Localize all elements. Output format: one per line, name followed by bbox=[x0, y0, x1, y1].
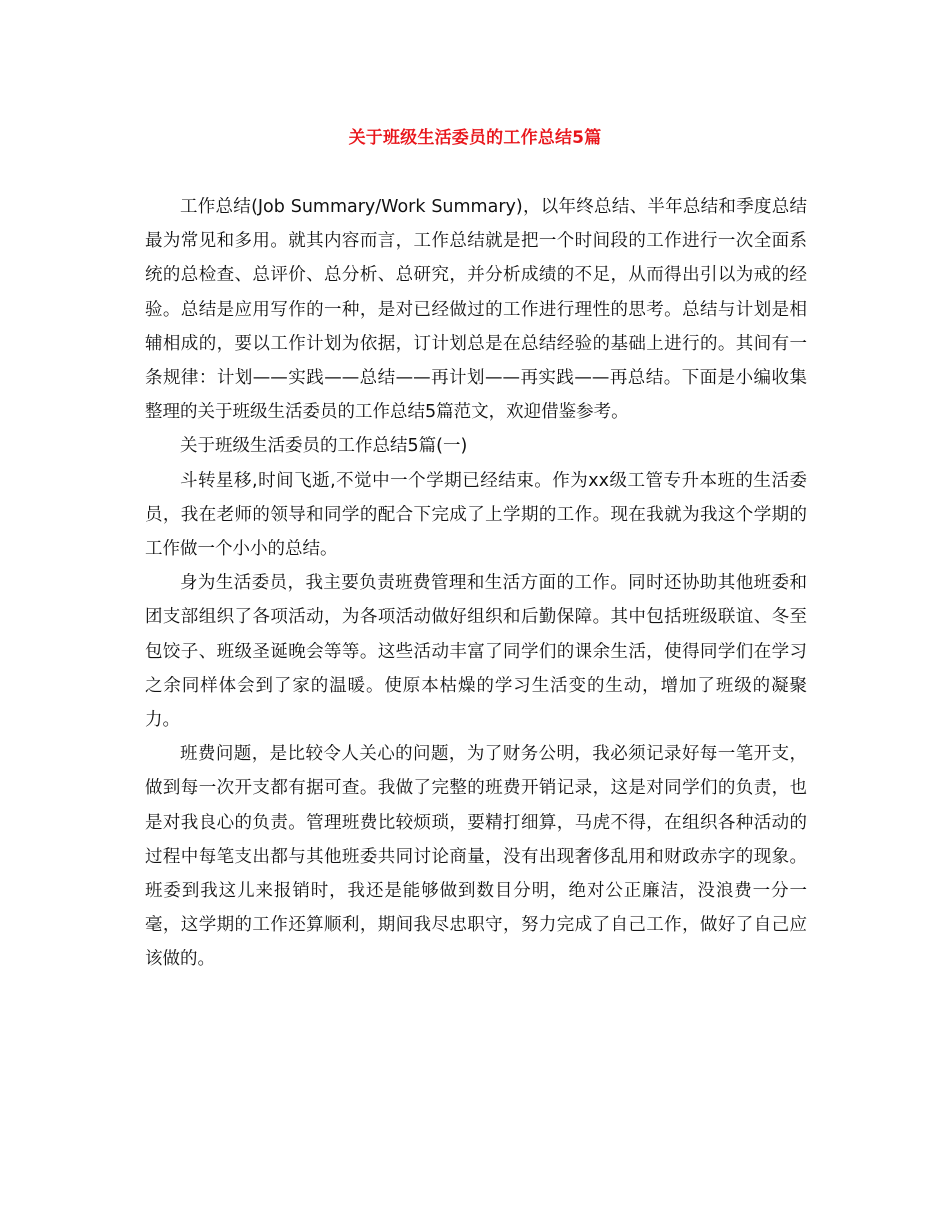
document-body bbox=[145, 190, 807, 977]
body-paragraph-3: 班费问题，是比较令人关心的问题，为了财务公明，我必须记录好每一笔开支，做到每一次开支都有据可查。我做了完整的班费开销记录，这是对同学们的负责，也是对我良心的负责。管理班费比较烦琐，要精打细算，马虎不得，在组织各种活动的过程中每笔支出都与其他班委共同讨论商量，没有出现奢侈乱用和财政赤字的现象。班委到我这儿来报销时，我还是能够做到数目分明，绝对公正廉洁，没浪费一分一毫，这学期的工作还算顺利，期间我尽忠职守，努力完成了自己工作，做好了自己应该做的。 bbox=[145, 744, 807, 970]
section-heading: 关于班级生活委员的工作总结5篇(一) bbox=[180, 436, 468, 457]
document-title: 关于班级生活委员的工作总结5篇 bbox=[348, 128, 602, 148]
body-paragraph-2: 身为生活委员，我主要负责班费管理和生活方面的工作。同时还协助其他班委和团支部组织了各项活动，为各项活动做好组织和后勤保障。其中包括班级联谊、冬至包饺子、班级圣诞晚会等等。这些活动丰富了同学们的课余生活，使得同学们在学习之余同样体会到了家的温暖。使原本枯燥的学习生活变的生动，增加了班级的凝聚力。 bbox=[145, 573, 807, 731]
body-paragraph-1: 斗转星移,时间飞逝,不觉中一个学期已经结束。作为xx级工管专升本班的生活委员，我在老师的领导和同学的配合下完成了上学期的工作。现在我就为我这个学期的工作做一个小小的总结。 bbox=[145, 470, 807, 560]
intro-paragraph: 工作总结(Job Summary/Work Summary)，以年终总结、半年总结和季度总结最为常见和多用。就其内容而言，工作总结就是把一个时间段的工作进行一次全面系统的总检查、总评价、总分析、总研究，并分析成绩的不足，从而得出引以为戒的经验。总结是应用写作的一种，是对已经做过的工作进行理性的思考。总结与计划是相辅相成的，要以工作计划为依据，订计划总是在总结经验的基础上进行的。其间有一条规律：计划——实践——总结——再计划——再实践——再总结。下面是小编收集整理的关于班级生活委员的工作总结5篇范文，欢迎借鉴参考。 bbox=[145, 197, 807, 423]
